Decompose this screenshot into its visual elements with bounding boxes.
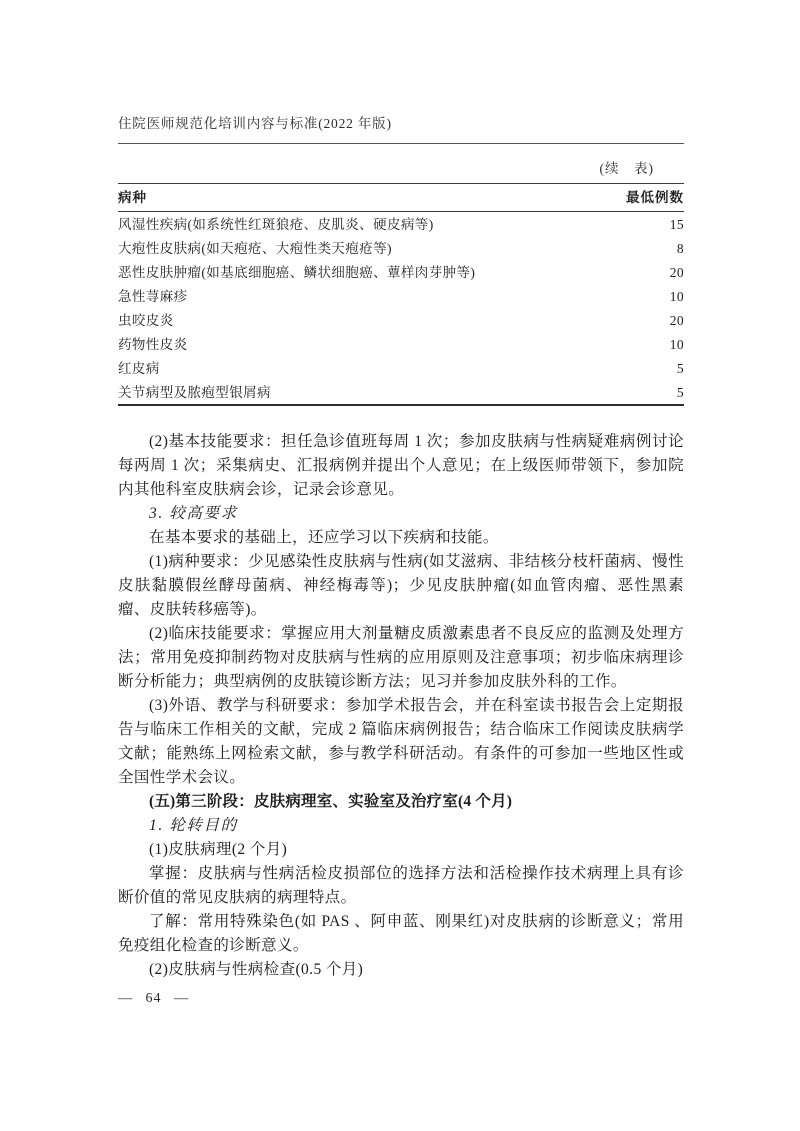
disease-cell: 虫咬皮炎 bbox=[118, 312, 174, 328]
table-row bbox=[118, 356, 684, 380]
min-cases-cell: 10 bbox=[669, 288, 684, 304]
paragraph: (五)第三阶段：皮肤病理室、实验室及治疗室(4 个月) bbox=[149, 793, 513, 810]
table-continuation-note: (续 表) bbox=[599, 161, 654, 176]
min-cases-cell: 8 bbox=[676, 240, 684, 256]
min-cases-cell: 20 bbox=[669, 312, 684, 328]
table-row bbox=[118, 308, 684, 332]
table-row bbox=[118, 380, 684, 405]
table-row bbox=[118, 332, 684, 356]
disease-cell: 风湿性疾病(如系统性红斑狼疮、皮肌炎、硬皮病等) bbox=[118, 216, 434, 232]
page-number: — 64 — bbox=[118, 991, 189, 1006]
disease-cell: 恶性皮肤肿瘤(如基底细胞癌、鳞状细胞癌、蕈样肉芽肿等) bbox=[118, 264, 476, 280]
table-row bbox=[118, 284, 684, 308]
running-head: 住院医师规范化培训内容与标准(2022 年版) bbox=[118, 112, 684, 144]
table-row bbox=[118, 212, 684, 237]
disease-cell: 红皮病 bbox=[118, 360, 160, 376]
disease-column-header: 病种 bbox=[118, 184, 514, 212]
paragraph: (1)皮肤病理(2 个月) bbox=[149, 841, 288, 858]
min-cases-cell: 5 bbox=[676, 360, 684, 376]
table-header-row bbox=[118, 184, 684, 212]
paragraph: 3. 较高要求 bbox=[149, 505, 238, 522]
page-content bbox=[118, 112, 684, 1007]
min-cases-cell: 15 bbox=[669, 216, 684, 232]
paragraph: 1. 轮转目的 bbox=[149, 817, 238, 834]
paragraph: (2)皮肤病与性病检查(0.5 个月) bbox=[149, 961, 364, 978]
paragraph: 掌握：皮肤病与性病活检皮损部位的选择方法和活检操作技术病理上具有诊断价值的常见皮肤病的病理特点。 bbox=[118, 865, 684, 906]
paragraph: (1)病种要求：少见感染性皮肤病与性病(如艾滋病、非结核分枝杆菌病、慢性皮肤黏膜假丝酵母菌病、神经梅毒等)；少见皮肤肿瘤(如血管肉瘤、恶性黑素瘤、皮肤转移癌等)。 bbox=[118, 553, 684, 618]
paragraph: (3)外语、教学与科研要求：参加学术报告会，并在科室读书报告会上定期报告与临床工作相关的文献，完成 2 篇临床病例报告；结合临床工作阅读皮肤病学文献；能熟练上网检索文献，参与教学科研活动。有条件的可参加一些地区性或全国性学术会议。 bbox=[118, 697, 684, 786]
disease-cell: 关节病型及脓疱型银屑病 bbox=[118, 384, 271, 400]
min-cases-cell: 10 bbox=[669, 336, 684, 352]
paragraph: (2)基本技能要求：担任急诊值班每周 1 次；参加皮肤病与性病疑难病例讨论每两周 1 次；采集病史、汇报病例并提出个人意见；在上级医师带领下，参加院内其他科室皮肤病会诊，记录会诊意见。 bbox=[118, 433, 684, 498]
body-text bbox=[118, 430, 684, 982]
min-cases-column-header: 最低例数 bbox=[514, 184, 684, 212]
table-body bbox=[118, 212, 684, 406]
disease-cell: 急性荨麻疹 bbox=[118, 288, 188, 304]
min-cases-cell: 20 bbox=[669, 264, 684, 280]
paragraph: (2)临床技能要求：掌握应用大剂量糖皮质激素患者不良反应的监测及处理方法；常用免疫抑制药物对皮肤病与性病的应用原则及注意事项；初步临床病理诊断分析能力；典型病例的皮肤镜诊断方法；见习并参加皮肤外科的工作。 bbox=[118, 625, 684, 690]
disease-min-cases-table bbox=[118, 183, 684, 406]
table-row bbox=[118, 260, 684, 284]
disease-cell: 大疱性皮肤病(如天疱疮、大疱性类天疱疮等) bbox=[118, 240, 392, 256]
table-row bbox=[118, 236, 684, 260]
paragraph: 了解：常用特殊染色(如 PAS 、阿申蓝、刚果红)对皮肤病的诊断意义；常用免疫组化检查的诊断意义。 bbox=[118, 913, 684, 954]
min-cases-cell: 5 bbox=[676, 384, 684, 400]
paragraph: 在基本要求的基础上，还应学习以下疾病和技能。 bbox=[149, 529, 499, 546]
disease-cell: 药物性皮炎 bbox=[118, 336, 188, 352]
